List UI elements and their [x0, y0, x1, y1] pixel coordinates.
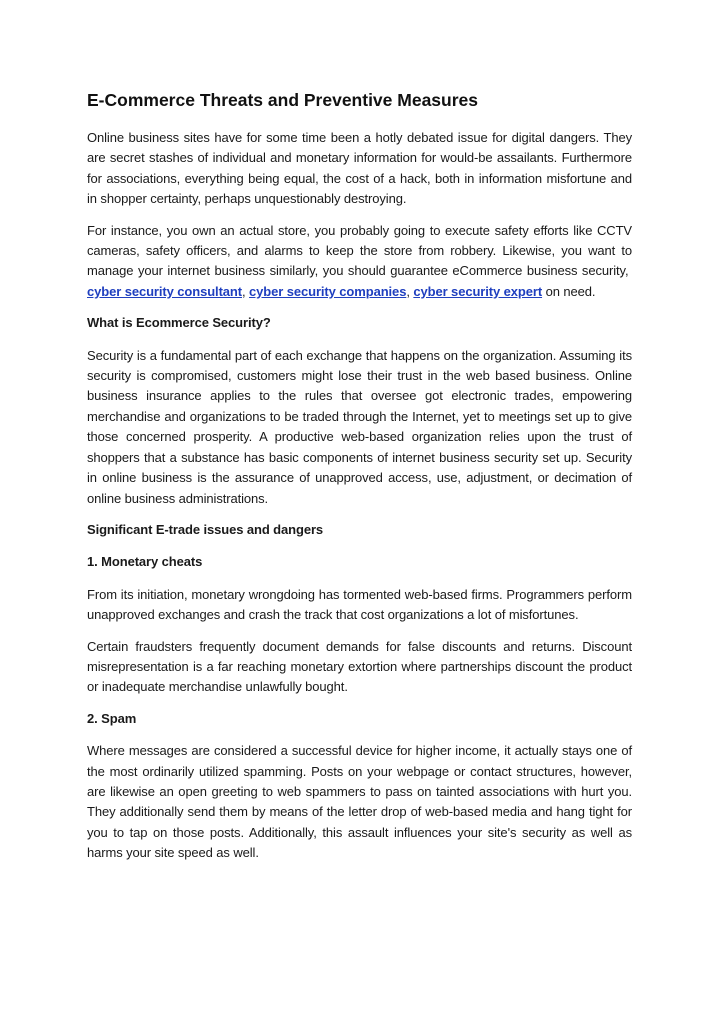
paragraph-store-example	[87, 221, 632, 303]
paragraph-intro: Online business sites have for some time been a hotly debated issue for digital dangers. They are secret stashes of individual and monetary information for would-be assailants. Furthermore for associations, everything being equal, the cost of a hack, both in information misfortune and in shopper certainty, perhaps unquestionably destroying.	[87, 130, 632, 207]
heading-monetary-cheats: 1. Monetary cheats	[87, 554, 203, 570]
link-cyber-security-companies[interactable]: cyber security companies	[249, 283, 407, 299]
heading-issues-and-dangers: Significant E-trade issues and dangers	[87, 521, 324, 537]
paragraph-store-text: For instance, you own an actual store, you probably going to execute safety efforts like CCTV cameras, safety officers, and alarms to keep the store from robbery. Likewise, you want to manage your internet business similarly, you should guarantee eCommerce business security,	[87, 222, 632, 279]
link-separator: ,	[406, 283, 410, 299]
document-title: E-Commerce Threats and Preventive Measures	[87, 90, 478, 110]
link-separator: ,	[242, 283, 246, 299]
document-page	[87, 88, 632, 875]
heading-what-is-ecommerce-security: What is Ecommerce Security?	[87, 315, 271, 331]
paragraph-spam: Where messages are considered a successful device for higher income, it actually stays one of the most ordinarily utilized spamming. Posts on your webpage or contact structures, however, are likewise an open greeting to web spammers to pass on tainted associations with hurt you. They additionally send them by means of the letter drop of web-based media and hang tight for you to tap on those posts. Additionally, this assault influences your site's security as well as harms your site speed as well.	[87, 743, 632, 861]
heading-spam: 2. Spam	[87, 710, 137, 726]
paragraph-monetary-1: From its initiation, monetary wrongdoing has tormented web-based firms. Programmers perform unapproved exchanges and crash the track that cost organizations a lot of misfortunes.	[87, 586, 632, 623]
paragraph-store-tail: on need.	[545, 283, 596, 299]
paragraph-monetary-2: Certain fraudsters frequently document demands for false discounts and returns. Discount misrepresentation is a far reaching monetary extortion where partnerships discount the product or inadequate merchandise unlawfully bought.	[87, 638, 632, 695]
paragraph-security-definition: Security is a fundamental part of each exchange that happens on the organization. Assuming its security is compromised, customers might lose their trust in the web based business. Online business insurance applies to the rules that oversee got electronic trades, empowering merchandise and organizations to be traded through the Internet, yet to meetings set up to give those concerned prosperity. A productive web-based organization relies upon the trust of shoppers that a substance has basic components of internet business security set up. Security in online business is the assurance of unapproved access, use, adjustment, or decimation of online business administrations.	[87, 347, 632, 506]
link-cyber-security-consultant[interactable]: cyber security consultant	[87, 283, 242, 299]
link-cyber-security-expert[interactable]: cyber security expert	[413, 283, 543, 299]
